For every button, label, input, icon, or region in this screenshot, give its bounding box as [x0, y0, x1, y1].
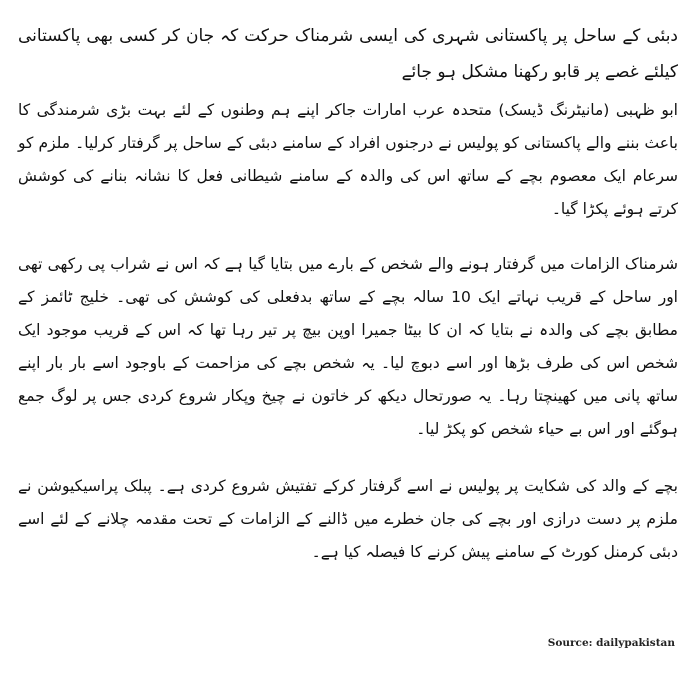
article-body: [18, 18, 678, 593]
article-paragraph-1: ابو ظہبی (مانیٹرنگ ڈیسک) متحدہ عرب امارات جاکر اپنے ہم وطنوں کے لئے بہت بڑی شرمندگی کا باعث بننے والے پاکستانی کو پولیس نے درجنوں افراد کے سامنے دبئی کے ساحل پر گرفتار کرلیا۔ ملزم کو سرعام ایک معصوم بچے کے ساتھ اس کی والدہ کے سامنے شیطانی فعل کا نشانہ بنانے کی کوشش کرتے ہوئے پکڑا گیا۔: [18, 101, 678, 218]
source-credit: Source: dailypakistan: [547, 637, 675, 649]
article-headline: دبئی کے ساحل پر پاکستانی شہری کی ایسی شرمناک حرکت کہ جان کر کسی بھی پاکستانی کیلئے غصے پر قابو رکھنا مشکل ہو جائے: [18, 26, 678, 82]
article-paragraph-3: بچے کے والد کی شکایت پر پولیس نے اسے گرفتار کرکے تفتیش شروع کردی ہے۔ پبلک پراسیکیوشن نے ملزم پر دست درازی اور بچے کی جان خطرے میں ڈالنے کے الزامات کے تحت مقدمہ چلانے کے لئے اسے دبئی کرمنل کورٹ کے سامنے پیش کرنے کا فیصلہ کیا ہے۔: [18, 477, 678, 561]
article-paragraph-2: شرمناک الزامات میں گرفتار ہونے والے شخص کے بارے میں بتایا گیا ہے کہ اس نے شراب پی رکھی تھی اور ساحل کے قریب نہاتے ایک 10 سالہ بچے کے ساتھ بدفعلی کی کوشش کی تھی۔ خلیج ٹائمز کے مطابق بچے کی والدہ نے بتایا کہ ان کا بیٹا جمیرا اوپن بیچ پر تیر رہا تھا کہ اس کے قریب موجود ایک شخص اس کی طرف بڑھا اور اسے دبوچ لیا۔ یہ شخص بچے کی مزاحمت کے باوجود اسے بار بار اپنے ساتھ پانی میں کھینچتا رہا۔ یہ صورتحال دیکھ کر خاتون نے چیخ وپکار شروع کردی جس پر لوگ جمع ہوگئے اور اس بے حیاء شخص کو پکڑ لیا۔: [18, 255, 678, 438]
